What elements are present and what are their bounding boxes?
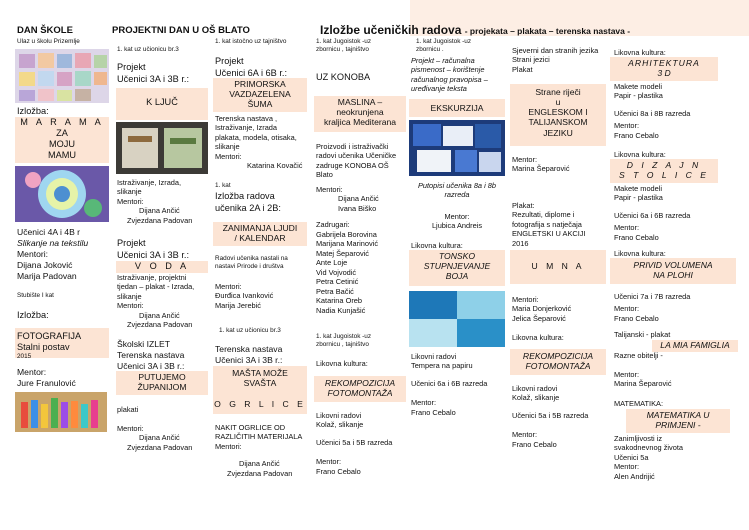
box-strane-line: JEZIKU [543, 127, 573, 138]
c4-z: Ante Loje [316, 258, 348, 268]
box-famiglia-title: LA MIA FAMIGLIA [660, 340, 730, 350]
box-maslina [314, 96, 406, 132]
c3-nakit2: RAZLIČITIH MATERIJALA [215, 432, 303, 442]
box-rekompozicija-2-line: FOTOMONTAŽA [525, 361, 591, 372]
c2-desc1: Istraživanje, Izrada, [117, 178, 182, 187]
c6-mentori-label: Mentori: [512, 295, 539, 304]
c7-uc2: Učenici 6a i 6B razreda [614, 210, 691, 220]
c1-izlozba2-label: Izložba: [17, 310, 49, 320]
box-masta-line: SVAŠTA [243, 378, 277, 389]
box-ekskurzija [409, 99, 505, 117]
c3-kat: 1. kat istočno uz tajništvo [215, 38, 287, 45]
c5-mentor: Ljubica Andreis [431, 221, 483, 231]
box-arhitektura-line: ARHITEKTURA [628, 58, 700, 68]
c7-mentor4: Marina Šeparović [614, 379, 672, 389]
c6-ucenici: Učenici 5a i 5B razreda [512, 410, 589, 420]
c6-lik: Likovna kultura: [512, 333, 564, 342]
box-strane-rijeci [510, 84, 606, 146]
box-fotografija-line2 [17, 342, 109, 360]
c2-desc5: slikanje [117, 291, 142, 301]
photo-ekskurzija [409, 120, 505, 176]
c5-putopisi1: Putopisi učenika 8a i 8b [417, 181, 497, 190]
c7-z3: Učenici 5a [614, 452, 649, 462]
c2-ucenici2: Učenici 3A i 3B r.: [117, 249, 190, 260]
c7-body2 [614, 184, 690, 242]
photo-kljuc-image [116, 122, 208, 174]
c2-ucenici: Učenici 3A i 3B r.: [117, 73, 190, 84]
c2-head2 [117, 238, 189, 262]
c5-pr3: računalnog pravopisa – [411, 74, 488, 84]
c2-desc4: tjedan – plakat - Izrada, [117, 282, 195, 292]
box-marama-line: M A R A M A [20, 117, 104, 127]
c1-slikanje: Slikanje na tekstilu [17, 238, 89, 248]
c1-body [17, 227, 113, 282]
box-tonsko-line: BOJA [445, 271, 469, 282]
c5-body [411, 352, 487, 417]
box-fotografija [15, 328, 109, 358]
box-privid-line: NA PLOHI [653, 270, 693, 281]
c7-lik2: Likovna kultura: [614, 150, 666, 159]
box-kljuc [116, 88, 208, 120]
box-kljuc-title: K LJUČ [146, 97, 178, 107]
c3-projekt: Projekt [215, 56, 244, 66]
box-ekskurzija-title: EKSKURZIJA [430, 103, 484, 113]
c7-tal: Talijanski - plakat [614, 330, 671, 339]
c4-kat3: 1. kat Jugoistok -uz [316, 333, 372, 340]
c3-body3 [215, 282, 273, 310]
c7-body3 [614, 292, 690, 323]
c6-s3: Plakat [512, 64, 533, 74]
c4-kat: 1. kat Jugoistok -uz [316, 38, 372, 45]
c7-uc3: Učenici 7a i 7B razreda [614, 292, 691, 301]
c2-m5: Dijana Ančić [139, 433, 180, 443]
c7-mat: MATEMATIKA: [614, 399, 663, 408]
c6-m1: Maria Donjerković [512, 304, 572, 314]
c4-p3: zadruge KONOBA OŠ [316, 160, 389, 170]
c3-kat3: 1. kat uz učionicu br.3 [219, 327, 281, 334]
c1-ulaz: Ulaz u školu Prizemlje [17, 38, 80, 45]
c1-mentor2: Marija Padovan [17, 271, 77, 281]
c3-radovi1: Radovi učenika nastali na [215, 255, 288, 262]
c3-m4: Dijana Ančić [239, 459, 280, 469]
box-umna-title: U M N A [531, 261, 585, 271]
c7-z1: Zanimljivosti iz [614, 434, 663, 443]
box-privid-line: PRIVID VOLUMENA [633, 260, 713, 270]
title-izlozbe [320, 23, 630, 38]
box-voda-title: V O D A [134, 261, 190, 271]
c6-r3: ENGLETSKI U AKCIJI [512, 229, 586, 239]
c7-z2: svakodnevnog života [614, 443, 684, 453]
c3-m5: Zvjezdana Padovan [227, 468, 293, 478]
c6-head [512, 46, 598, 74]
c6-m2: Jelica Šeparović [512, 313, 566, 323]
c4-mentor: Frano Cebalo [316, 466, 361, 476]
photo-marama-scarf-image [15, 166, 109, 222]
box-tonsko [409, 250, 505, 286]
c7-pap2: Papir - plastika [614, 193, 663, 203]
c2-kat: 1. kat uz učionicu br.3 [117, 46, 179, 53]
c3-ucenici3: Učenici 3A i 3B r.: [215, 355, 283, 365]
photo-fotografija [15, 392, 107, 432]
c4-lik: Likovna kultura: [316, 359, 368, 368]
c4-mentori-label: Mentori: [316, 184, 343, 194]
box-umna [510, 250, 606, 284]
box-strane-line: Strane riječi [535, 87, 581, 97]
box-primorska-line: ŠUMA [247, 99, 273, 110]
c5-tempera: Tempera na papiru [411, 361, 473, 371]
c3-m2: Đurđica Ivanković [215, 291, 274, 301]
box-strane-line: TALIJANSKOM [528, 117, 588, 128]
c7-body1 [614, 82, 690, 140]
c1-izlozba-label: Izložba: [17, 106, 49, 116]
c3-head2 [215, 191, 281, 215]
box-maslina-line: neokrunjena [336, 107, 384, 118]
c5-putopisi2: razreda [444, 190, 470, 200]
c6-s1: Sjeverni dan stranih jezika [512, 46, 599, 55]
c7-mentor1-label: Mentor: [614, 121, 640, 131]
c6-mentor-label: Mentor: [512, 155, 538, 164]
c1-stubiste: Stubište I kat [17, 292, 54, 299]
c4-kat2: zbornicu , tajništvo [316, 46, 369, 54]
photo-marame-image [15, 49, 109, 103]
c3-desc1: Terenska nastava , [215, 114, 278, 123]
c4-body2 [316, 411, 392, 476]
c7-lik3: Likovna kultura: [614, 249, 666, 258]
c4-kat4: zbornicu , tajništvo [316, 341, 369, 349]
c2-mentori3-label: Mentori: [117, 424, 144, 433]
c4-z: Vid Vojvodić [316, 267, 357, 277]
c4-body1 [316, 142, 396, 315]
c3-head [215, 56, 287, 80]
c7-mentor2-label: Mentor: [614, 223, 640, 233]
c3-body1 [215, 114, 302, 171]
c4-lr: Likovni radovi [316, 411, 362, 420]
c4-z: Gabrijela Borovina [316, 229, 377, 239]
box-la-mia-famiglia [652, 340, 738, 352]
c3-ucenici: Učenici 6A i 6B r.: [215, 67, 288, 78]
c2-head [117, 62, 189, 86]
c5-mentor-label: Mentor: [444, 212, 470, 221]
c4-zadrugari: Zadrugari: [316, 220, 350, 230]
c3-kat2: 1. kat [215, 182, 231, 189]
c3-mentori2-label: Mentori: [215, 282, 242, 291]
c4-m1: Dijana Ančić [338, 194, 379, 204]
c7-mentor5: Alen Andrijić [614, 471, 655, 481]
c5-kat: 1. kat Jugoistok -uz [416, 38, 472, 45]
photo-marame-wall [15, 49, 109, 103]
c1-ucenici: Učenici 4A i 4B r [17, 227, 81, 237]
c3-radovi2: nastavi Prirode i društva [215, 263, 284, 271]
c2-m6: Zvjezdana Padovan [127, 442, 193, 452]
box-privid [610, 258, 736, 284]
photo-kljuc [116, 122, 208, 174]
c3-head3 [215, 344, 282, 366]
c2-projekt2: Projekt [117, 238, 146, 248]
c2-head3 [117, 339, 184, 372]
c3-izlozba1: Izložba radova [215, 191, 275, 201]
c3-izlozba2: učenika 2A i 2B: [215, 202, 281, 213]
box-dizajn-line: D I Z A J N [626, 160, 702, 170]
c2-body1 [117, 178, 192, 225]
c4-p4: Blato [316, 170, 333, 180]
box-primorska-line: VAZDAZELENA [229, 89, 291, 100]
title-dan-skole: DAN ŠKOLE [17, 25, 73, 36]
c3-desc4: slikanje [215, 142, 240, 152]
c5-lik: Likovna kultura: [411, 241, 463, 250]
c4-katblock [316, 38, 371, 54]
box-marama-line: ZA [56, 127, 68, 138]
c4-z: Katarina Oreb [316, 296, 363, 306]
c7-uc1: Učenici 8a i 8B razreda [614, 108, 691, 118]
box-primorska-line: PRIMORSKA [234, 79, 286, 89]
c2-plakati: plakati [117, 405, 139, 414]
box-masta-line: MAŠTA MOŽE [232, 368, 288, 378]
title-projektni-dan: PROJEKTNI DAN U OŠ BLATO [112, 25, 250, 36]
c6-s2: Strani jezici [512, 55, 550, 65]
c5-pr4: uređivanje teksta [411, 84, 467, 94]
c2-body2 [117, 273, 194, 330]
box-marama [15, 117, 109, 163]
box-dizajn-line: S T O L I C E [619, 170, 709, 181]
c3-desc2: Istraživanje, Izrada [215, 123, 278, 133]
title-izlozbe-sub: - projekata – plakata – terenska nastava - [464, 26, 631, 36]
c6-r2: fotografija s natječaja [512, 219, 582, 229]
c2-m3: Dijana Ančić [139, 310, 180, 320]
c5-projekt [411, 56, 488, 94]
c4-p1: Proizvodi i istraživački [316, 142, 389, 151]
c7-mak1: Makete modeli [614, 82, 663, 91]
box-strane-line: u [555, 97, 561, 108]
c2-ucenici3: Učenici 3A i 3B r.: [117, 361, 185, 371]
c5-mentor2: Frano Cebalo [411, 407, 456, 417]
c6-mentor2: Frano Cebalo [512, 439, 557, 449]
c5-ucenici: Učenici 6a i 6B razreda [411, 378, 488, 388]
c2-terenska: Terenska nastava [117, 350, 185, 360]
c2-m2: Zvjezdana Padovan [127, 215, 193, 225]
box-rekompozicija-2-line: REKOMPOZICIJA [522, 351, 594, 361]
c7-mentor3: Frano Cebalo [614, 313, 659, 323]
box-marama-line: MOJU [48, 138, 76, 149]
c3-nakit1: NAKIT OGRLICE OD [215, 423, 286, 432]
box-tonsko-line: TONSKO [438, 251, 476, 261]
box-rekompozicija-1-line: FOTOMONTAŽA [327, 388, 393, 399]
photo-marama-scarf [15, 166, 109, 222]
c2-skolski: Školski IZLET [117, 339, 171, 349]
c1-mentor-label: Mentor: [17, 367, 47, 377]
box-zanimanja [213, 222, 307, 246]
box-marama-line: MAMU [47, 149, 77, 160]
c3-terenska: Terenska nastava [215, 344, 283, 354]
box-primorska [213, 78, 307, 112]
c1-mentor-block [17, 367, 76, 389]
c3-m3: Marija Jerebić [215, 300, 262, 310]
c4-m2: Ivana Biško [338, 203, 377, 213]
c2-projekt: Projekt [117, 62, 146, 72]
c3-mentori-label: Mentori: [215, 151, 242, 161]
box-maslina-line: MASLINA – [337, 97, 383, 107]
box-zanimanja-line: ZANIMANJA LJUDI [222, 223, 298, 233]
box-fotografija-postav: Stalni postav [17, 341, 70, 352]
c5-kat2: zbornicu . [416, 46, 444, 54]
c1-mentori-label: Mentori: [17, 249, 49, 259]
c5-mentorblock [409, 212, 505, 231]
box-rekompozicija-1-line: REKOMPOZICIJA [324, 378, 396, 388]
photo-tonsko-image [409, 291, 505, 347]
c7-razne: Razne obitelji - [614, 351, 663, 360]
c6-r1: Rezultati, diplome i [512, 210, 575, 220]
c6-kolaz: Kolaž, slikanje [512, 393, 560, 403]
c5-putopisi [409, 181, 505, 200]
c3-desc3: plakata, modela, otisaka, [215, 132, 297, 142]
c6-r4: 2016 [512, 238, 529, 248]
box-dizajn [610, 159, 718, 183]
c7-mentor2: Frano Cebalo [614, 232, 659, 242]
box-arhitektura [610, 57, 718, 81]
box-masta-ogrlice: O G R L I C E [214, 399, 306, 410]
title-izlozbe-main: Izložbe učeničkih radova [320, 23, 462, 37]
photo-tonsko [409, 291, 505, 347]
box-rekompozicija-1 [314, 376, 406, 402]
box-voda [116, 261, 208, 273]
box-masta [213, 366, 307, 414]
c4-z: Marijana Marinović [316, 239, 379, 249]
c4-z: Matej Šeparović [316, 248, 369, 258]
c2-m1: Dijana Ančić [139, 206, 180, 216]
box-strane-line: ENGLESKOM I [528, 107, 588, 118]
c7-mentor4-label: Mentor: [614, 370, 640, 379]
c6-lr: Likovni radovi [512, 384, 558, 393]
box-fotografija-line1: FOTOGRAFIJA [17, 331, 82, 341]
c2-mentori2-label: Mentori: [117, 301, 144, 311]
c1-mentor3: Jure Franulović [17, 378, 76, 388]
c5-lr: Likovni radovi [411, 352, 457, 361]
box-arhitektura-line: 3 D [657, 68, 671, 79]
box-matematika [626, 409, 730, 433]
c7-lik1: Likovna kultura: [614, 48, 666, 57]
c4-ucenici: Učenici 5a i 5B razreda [316, 437, 393, 447]
c2-desc2: slikanje [117, 187, 142, 197]
c7-mak2: Makete modeli [614, 184, 663, 193]
c6-mentoriblock [512, 295, 571, 323]
c5-katblock [416, 38, 471, 54]
c4-z: Petra Cetinić [316, 277, 359, 287]
c2-mentori-label: Mentori: [117, 196, 144, 206]
c5-mentor2-label: Mentor: [411, 398, 437, 408]
c3-body4 [215, 423, 302, 478]
c6-mentor2-label: Mentor: [512, 430, 538, 440]
photo-fotografija-image [15, 392, 107, 432]
box-matematika-line: PRIMJENI - [655, 420, 701, 431]
c4-z: Petra Bačić [316, 286, 354, 296]
c6-mentorblock [512, 155, 570, 174]
c4-katblock2 [316, 333, 371, 349]
box-fotografija-year: 2015 [17, 352, 32, 360]
c4-p2: radovi učenika Učeničke [316, 151, 397, 161]
c2-desc3: Istraživanje, projektni [117, 273, 187, 282]
c6-mentor: Marina Šeparović [512, 164, 570, 174]
c7-body4 [614, 370, 672, 389]
box-putujemo-line: PUTUJEMO [138, 372, 186, 382]
c5-pr2: pismenost – korištenje [411, 65, 485, 75]
box-putujemo-line: ŽUPANIJOM [137, 382, 187, 393]
c6-plakat: Plakat: [512, 201, 535, 210]
box-matematika-line: MATEMATIKA U [646, 410, 710, 420]
c7-mentor1: Frano Cebalo [614, 130, 659, 140]
c3-body2 [215, 255, 288, 271]
c4-uz: UZ KONOBA [316, 72, 371, 82]
c4-z: Nadia Kunjašić [316, 305, 366, 315]
box-maslina-line: kraljica Mediterana [323, 117, 397, 128]
c3-mentori3-label: Mentori: [215, 441, 242, 451]
c7-pap1: Papir - plastika [614, 91, 663, 101]
box-zanimanja-line: / KALENDAR [234, 233, 286, 244]
c7-mentor5-label: Mentor: [614, 462, 640, 472]
box-tonsko-line: STUPNJEVANJE [423, 261, 491, 272]
c7-mentor3-label: Mentor: [614, 304, 640, 314]
c6-body [512, 384, 588, 449]
photo-ekskurzija-image [409, 120, 505, 176]
c6-plakatblock [512, 201, 586, 248]
c1-mentor1: Dijana Joković [17, 260, 73, 270]
c4-mentor-label: Mentor: [316, 457, 342, 467]
c7-body5 [614, 434, 683, 481]
c2-body3 [117, 424, 192, 452]
box-putujemo [116, 371, 208, 395]
c4-kolaz: Kolaž, slikanje [316, 420, 364, 430]
c5-pr1: Projekt – računalna [411, 56, 475, 65]
c3-m1: Katarina Kovačić [247, 161, 303, 171]
c2-m4: Zvjezdana Padovan [127, 320, 193, 330]
box-rekompozicija-2 [510, 349, 606, 375]
